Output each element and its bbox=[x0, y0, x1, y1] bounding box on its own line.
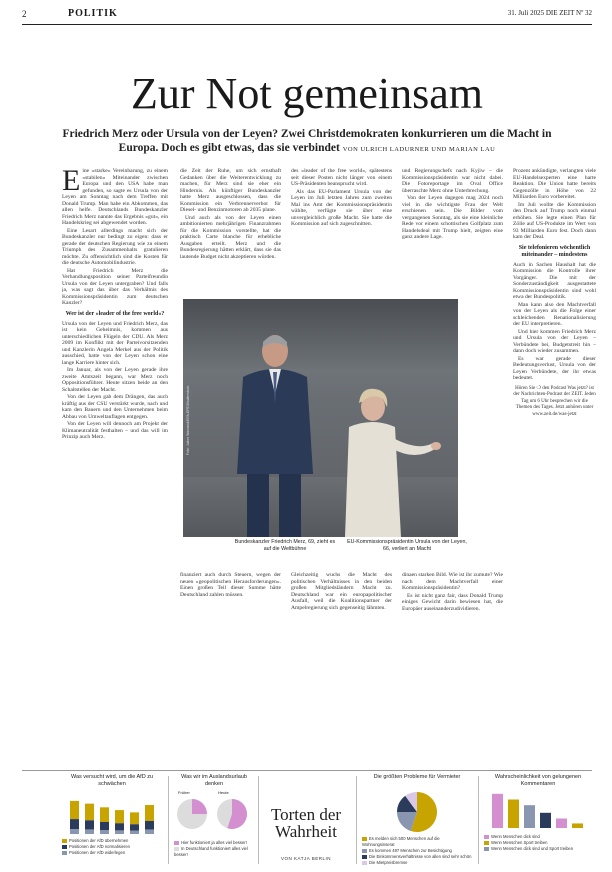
bar-segment bbox=[145, 830, 154, 834]
divider bbox=[478, 776, 479, 864]
legend-swatch bbox=[362, 855, 367, 859]
article-column-4-top bbox=[402, 168, 503, 296]
paragraph: Und auch als von der Leyen einen ambitionierten mehrjährigen Finanzrahmen für die Kommission vorstellte, hat die praktisch Carte blanche für erhebliche Ausgaben erteilt. Merz und die Bundesregierung hätten erklärt, dass sie das lautende Budget nicht akzeptieren würden. bbox=[180, 214, 281, 260]
legend-swatch bbox=[62, 851, 67, 855]
paragraph: Von der Leyen dagegen mag 2024 noch viel in die wichtigste Frau der Welt erschienen sein. Die Bilder vom vergangenen Sonntag, als sie eine kleinliche Rede vor einem schottischen Golfplatz zum Handelsdeal mit Trump hielt, zeigten eine ganz andere Lage. bbox=[402, 195, 503, 240]
bar-segment bbox=[115, 810, 124, 823]
bar bbox=[524, 805, 535, 828]
paragraph: die Zeit der Ruhe, um sich ernsthaft Gedanken über die Weiterentwicklung zu machen, für Merz sind sie eher ein Hindernis. Als künftiger Bundeskanzler hatte Merz ausgeschlossen, dass die Kommission ein Verbrennerverbot für Diesel- und Benzinmotoren ab 2035 plane. bbox=[180, 168, 281, 213]
page-number: 2 bbox=[22, 9, 27, 19]
article-column-1 bbox=[62, 168, 168, 758]
photo-credit: Foto: Julien Warnand/EPA-EFE/Shutterstock bbox=[186, 385, 190, 455]
header-rule bbox=[22, 24, 592, 25]
paragraph: Und hier kommen Friedrich Merz und Ursula von der Leyen – Verbündete bei, Budgetstreit hin – dann doch wieder zusammen. bbox=[513, 328, 596, 354]
paragraph: Auch in Sachen Haushalt hat die Kommission die Kontrolle ihrer Vorgänger. Die mit der Sonderzuständigkeit ausgestattete Kommissionspräsidentin sind wohl etwa der Bundespolitik. bbox=[513, 261, 596, 300]
bar bbox=[492, 794, 503, 828]
legend-label: Wenn Menschen Sport treiben bbox=[491, 840, 548, 845]
legend-label: Die Mietpreisbremse bbox=[369, 860, 408, 865]
article-byline: VON ULRICH LADURNER UND MARIAN LAU bbox=[342, 146, 496, 153]
legend-swatch bbox=[362, 849, 367, 853]
kommentare-bar-chart bbox=[484, 790, 592, 830]
bar-segment bbox=[100, 807, 109, 822]
bar-segment bbox=[100, 830, 109, 834]
column-title: Torten der Wahrheit bbox=[270, 805, 342, 841]
bar-segment bbox=[130, 824, 139, 830]
pie-label: Heute bbox=[218, 790, 229, 795]
bar-segment bbox=[145, 805, 154, 821]
legend-item bbox=[362, 860, 472, 866]
paragraph: Als das EU-Parlament Ursula von der Leyen im Juli letzten Jahres zum zweiten Mal ins Amt der Kommissionspräsidentin wählte, verfügte sie über eine unvergleichlich große Macht. Sie hatte die Kommission auf sich zugeschnitten. bbox=[291, 188, 392, 227]
article-column-3-top bbox=[291, 168, 392, 296]
bar bbox=[572, 823, 583, 828]
paragraph: Man kann also den Machtverfall von der Leyen als die Folge einer schleichenden Renationalisierung der EU interpretieren. bbox=[513, 301, 596, 327]
paragraph: Gleichzeitig wuchs die Macht des politischen Verhältnisses in den beiden großen Mitgliedsländern Macht zu. Deutschland war ein europapolitischer Ausfall, weil die Koalitionspartner der Ampelregierung sich gegenseitig lähmten. bbox=[291, 572, 392, 611]
afd-bar-chart bbox=[62, 788, 162, 838]
bar-segment bbox=[70, 829, 79, 834]
legend-label: Wenn Menschen dick sind bbox=[491, 834, 540, 839]
pie-label: Früher bbox=[178, 790, 190, 795]
von-der-leyen-figure bbox=[345, 389, 441, 537]
graphic-title: Die größten Probleme für Vermieter bbox=[373, 774, 461, 780]
legend-label: Es kommen 497 Menschen zur Besichtigung bbox=[369, 848, 452, 853]
legend-label: Positionen der AfD widerlegen bbox=[69, 850, 126, 855]
podcast-promo[interactable]: Hören Sie ❍ den Podcast Was jetzt? ist der Nachrichten-Podcast der ZEIT. Jeden Tag um 6 Uhr besprechen wir die Themen des Tages. Jetzt anhören unter www.zeit.de/was-jetzt bbox=[513, 385, 596, 417]
graphic-title: Was wir im Auslandsurlaub denken bbox=[181, 774, 247, 787]
bar bbox=[540, 813, 551, 828]
pie-slice bbox=[192, 799, 207, 814]
paragraph: des »leader of the free world«, spätestens seit dieser Posten nicht länger von einem US-Präsidenten beansprucht wird. bbox=[291, 168, 392, 187]
column-byline: VON KATJA BERLIN bbox=[281, 856, 331, 861]
legend-swatch bbox=[484, 835, 489, 839]
deck-text: Friedrich Merz oder Ursula von der Leyen? Zwei Christdemokraten konkurrieren um die Macht in Europa. Doch es gibt etwas, das sie verbindet bbox=[62, 128, 552, 154]
strip-rule bbox=[22, 770, 592, 771]
paragraph: Es war gerade dieser Bedeutungsverlust, Ursula von der Leyen Verbündete, der ihr etwas bedeutet. bbox=[513, 355, 596, 381]
paragraph: Im Juli wollte die Kommission den Druck auf Trump noch einmal erhöhen. Sie legte einen Plan für Zölle auf US-Produkte im Wert von 93 Milliarden Euro fest. Doch dann kam der Deal. bbox=[513, 201, 596, 240]
page-header bbox=[22, 8, 592, 24]
graphic-afd bbox=[62, 774, 162, 864]
section-label: POLITIK bbox=[68, 8, 118, 19]
legend-item bbox=[62, 850, 162, 856]
legend-label: Positionen der AfD übernehmen bbox=[69, 838, 129, 843]
paragraph: dinaen starken Bild. Wie ist ihr zumute? Wie nach dem Machtverfall einer Kommissionspräsidentin? bbox=[402, 572, 503, 591]
bar-segment bbox=[100, 822, 109, 830]
legend-swatch bbox=[362, 861, 367, 865]
paragraph: und Regierungschefs nach Kyjiw – die Kommissionspräsidentin war nicht dabei. Die Fotoreportage im Oval Office überraschte Merz ohne Unterbrechung. bbox=[402, 168, 503, 194]
bar-segment bbox=[130, 831, 139, 834]
article-column-2-top bbox=[180, 168, 281, 296]
paragraph: Im Januar, als von der Leyen gerade ihre zweite Amtszeit begann, war Merz noch Oppositionsführer. Heute sitzen beide an den Schaltstellen der Macht. bbox=[62, 367, 168, 393]
legend-label: Es melden sich 500 Menschen auf die Wohnungsinserat bbox=[362, 836, 440, 847]
legend-label: Positionen der AfD normalisieren bbox=[69, 844, 130, 849]
legend-swatch bbox=[62, 839, 67, 843]
legend-swatch bbox=[174, 847, 179, 851]
subheading: Wer ist der »leader of the free world«? bbox=[65, 310, 165, 317]
legend-swatch bbox=[484, 841, 489, 845]
article-column-4-bottom bbox=[402, 572, 503, 758]
graphic-vermieter bbox=[362, 774, 472, 864]
afd-legend bbox=[62, 838, 162, 856]
urlaub-legend bbox=[174, 840, 254, 858]
bar-segment bbox=[115, 823, 124, 830]
bar-segment bbox=[85, 820, 94, 829]
legend-item bbox=[362, 836, 472, 848]
divider bbox=[356, 776, 357, 864]
paragraph: Es ist nicht ganz fair, dass Donald Trump einiges Gewicht darin bewiesen hat, die Europäer auseinanderzudividieren. bbox=[402, 592, 503, 612]
paragraph: Von der Leyen gab dem Drängen, das auch kräftig aus der CSU verstärkt wurde, nach und kam den Bauern und den Unternehmen beim Abbau von Umweltauflagen entgegen. bbox=[62, 394, 168, 420]
paragraph: Hat Friedrich Merz die Verhandlungsposition seiner Parteifreundin Ursula von der Leyen untergraben? Und falls ja, was sagt das über das Verhältnis des Kommissionspräsidentin zum deutschen Kanzler? bbox=[62, 267, 168, 306]
paragraph: Ursula von der Leyen und Friedrich Merz, das ist kein Geheimnis, kommen aus unterschiedlichen Flügeln der CDU. Als Merz 2009 im Konflikt mit der Parteivorsitzenden und Kanzlerin Angela Merkel aus der Politik ausschied, hatte von der Leyen schon eine lange Karriere hinter sich. bbox=[62, 320, 168, 366]
paragraph: Eine Lesart allerdings macht sich der Bundeskanzler nur bedingt zu eigen: dass er gerade der deutschen Regierung wie zu einem Triumph des Zusammenhalts gratulieren möchte. Zu offensichtlich sind die Kosten für die deutsche Automobilindustrie. bbox=[62, 227, 168, 266]
issue-date: 31. Juli 2025 DIE ZEIT Nº 32 bbox=[507, 9, 592, 17]
legend-label: Die Einkommensverhältnisse von allen sind sehr schön bbox=[369, 854, 472, 859]
subheading: Sie telefonieren wöchentlich miteinander – mindestens bbox=[518, 244, 591, 258]
bar bbox=[556, 819, 567, 829]
graphic-title: Wahrscheinlichkeit von gelungenen Kommentaren bbox=[494, 774, 582, 787]
graphic-kommentare bbox=[484, 774, 592, 864]
article-column-5 bbox=[513, 168, 596, 758]
dropcap: E bbox=[62, 168, 81, 197]
legend-item bbox=[484, 846, 592, 852]
divider bbox=[168, 776, 169, 864]
article-deck bbox=[50, 127, 564, 157]
paragraph: Prozent ankündigte, verlangten viele EU-Handelsexperten eine harte Reaktion. Die Union hatte bereits Gegenzölle in Höhe von 22 Milliarden Euro vorbereitet. bbox=[513, 168, 596, 200]
bar-segment bbox=[70, 801, 79, 819]
bar-segment bbox=[145, 821, 154, 830]
legend-swatch bbox=[484, 847, 489, 851]
photo-figures bbox=[183, 299, 458, 537]
article-column-3-bottom bbox=[291, 572, 392, 758]
article-photo bbox=[183, 299, 458, 537]
legend-swatch bbox=[174, 841, 179, 845]
photo-caption-left: Bundeskanzler Friedrich Merz, 69, zieht es auf die Weltbühne bbox=[234, 539, 336, 552]
paragraph: Von der Leyen will dennoch am Projekt der Klimaneutralität festhalten – und das will im Prinzip auch Merz. bbox=[62, 421, 168, 440]
legend-label: In Deutschland funktioniert alles viel besser! bbox=[174, 846, 248, 857]
bar-segment bbox=[130, 812, 139, 824]
legend-label: Hier funktioniert ja alles viel besser! bbox=[181, 840, 247, 845]
legend-item bbox=[174, 846, 254, 858]
bar bbox=[508, 800, 519, 829]
paragraph: finanziert auch durch Steuern, wegen der neuen »geopolitischen Herausforderungen«. Einen großen Teil dieser Summe hätte Deutschland zahlen müssen. bbox=[180, 572, 281, 598]
kommentare-legend bbox=[484, 834, 592, 852]
article-column-2-bottom bbox=[180, 572, 281, 758]
graphic-title: Was versucht wird, um die AfD zu schwächen bbox=[70, 774, 154, 787]
merz-figure bbox=[237, 335, 313, 537]
bar-segment bbox=[85, 804, 94, 821]
legend-swatch bbox=[62, 845, 67, 849]
legend-label: Wenn Menschen dick sind und Sport treiben bbox=[491, 846, 574, 851]
paragraph: ine »starke« Vereinbarung, zu einem »stabilen« Miteinander zwischen Europa und den USA habe man gefunden, so sagte es Ursula von der Leyen am Sonntag nach dem Treffen mit Donald Trump. Man habe ein Abkommen, das allen helfe. Deutschlands Bundeskanzler Friedrich Merz nannte das Ergebnis »gut«, ein Handelskrieg sei abgewendet worden. bbox=[62, 168, 168, 226]
legend-swatch bbox=[362, 837, 367, 841]
vermieter-legend bbox=[362, 836, 472, 866]
bar-segment bbox=[70, 819, 79, 829]
photo-caption-right: EU-Kommissionspräsidentin Ursula von der Leyen, 66, verliert an Macht bbox=[347, 539, 467, 552]
vermieter-pie bbox=[362, 790, 472, 834]
bar-segment bbox=[85, 829, 94, 834]
graphic-urlaub bbox=[174, 774, 254, 864]
urlaub-pies bbox=[174, 796, 254, 836]
article-headline: Zur Not gemeinsam bbox=[131, 69, 483, 118]
bar-segment bbox=[115, 830, 124, 834]
